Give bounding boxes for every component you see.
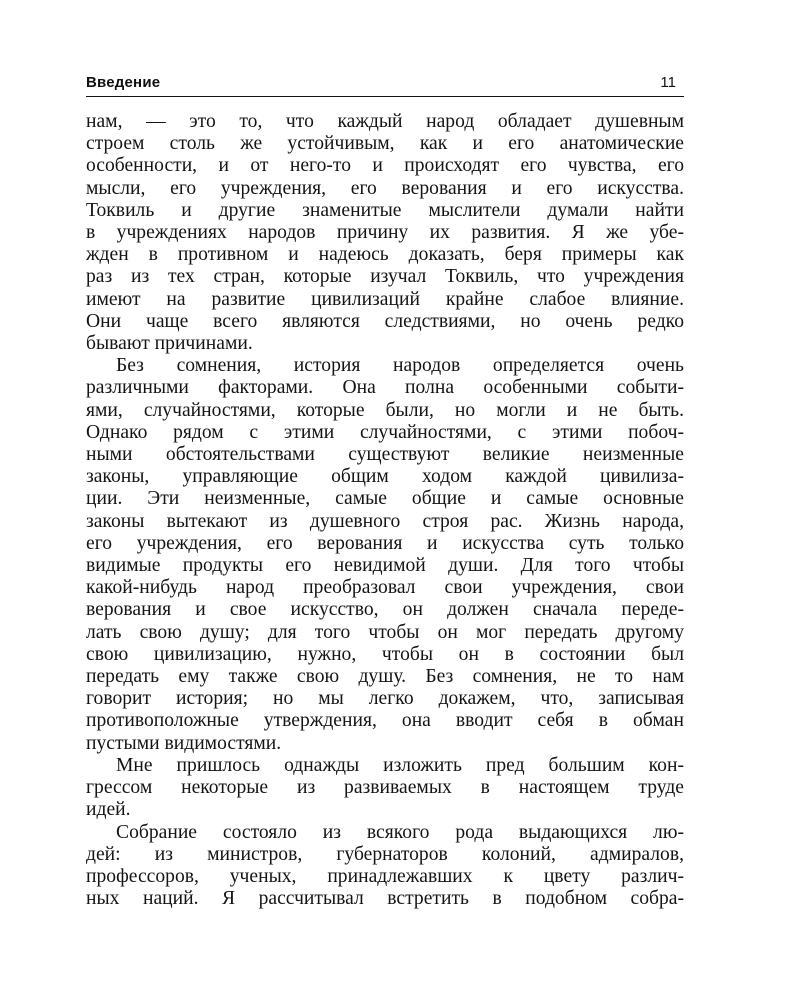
text-line: свою цивилизацию, нужно, чтобы он в состоянии был [86,643,684,665]
text-line: говорит история; но мы легко докажем, что, записывая [86,688,684,710]
text-line: Мне пришлось однажды изложить пред большим кон- [116,754,684,776]
text-line: имеют на развитие цивилизаций крайне слабое влияние. [86,288,684,310]
text-line: какой-нибудь народ преобразовал свои учреждения, свои [86,577,684,599]
text-line: верования и свое искусство, он должен сначала переде- [86,599,684,621]
paragraph [86,355,684,755]
text-line: его учреждения, его верования и искусства суть только [86,532,684,554]
text-line: видимые продукты его невидимой души. Для того чтобы [86,555,684,577]
paragraph [86,111,684,355]
text-line: идей. [86,799,131,821]
text-line: раз из тех стран, которые изучал Токвиль, что учреждения [86,266,684,288]
text-line: нам, — это то, что каждый народ обладает душевным [86,111,684,132]
text-line: передать ему также свою душу. Без сомнения, не то нам [86,666,684,688]
text-line: строем столь же устойчивым, как и его анатомические [86,133,684,155]
text-line: Однако рядом с этими случайностями, с этими побоч- [86,421,684,443]
section-title: Введение [86,74,161,91]
text-line: профессоров, ученых, принадлежавших к цвету различ- [86,865,684,887]
text-line: ции. Эти неизменные, самые общие и самые основные [86,488,684,510]
text-line: дей: из министров, губернаторов колоний, адмиралов, [86,843,684,865]
text-line: особенности, и от него-то и происходят его чувства, его [86,155,684,177]
text-line: Они чаще всего являются следствиями, но очень редко [86,310,684,332]
running-head [86,74,684,97]
text-line: жден в противном и надеюсь доказать, беря примеры как [86,244,684,266]
text-line: пустыми видимостями. [86,732,282,754]
text-line: Собрание состояло из всякого рода выдающихся лю- [116,821,684,843]
book-page [86,74,684,910]
text-line: законы вытекают из душевного строя рас. Жизнь народа, [86,510,684,532]
text-line: ных наций. Я рассчитывал встретить в подобном собра- [86,888,684,910]
text-line: в учреждениях народов причину их развития. Я же убе- [86,222,684,244]
page-number: 11 [660,74,676,91]
paragraph [86,822,684,911]
text-line: ными обстоятельствами существуют великие неизменные [86,444,684,466]
paragraph [86,755,684,822]
text-body [86,111,684,910]
text-line: лать свою душу; для того чтобы он мог передать другому [86,621,684,643]
text-line: Токвиль и другие знаменитые мыслители думали найти [86,199,684,221]
text-line: мысли, его учреждения, его верования и его искусства. [86,177,684,199]
text-line: Без сомнения, история народов определяется очень [116,355,684,377]
text-line: различными факторами. Она полна особенными событи- [86,377,684,399]
text-line: грессом некоторые из развиваемых в настоящем труде [86,777,684,799]
text-line: законы, управляющие общим ходом каждой цивилиза- [86,466,684,488]
text-line: противоположные утверждения, она вводит себя в обман [86,710,684,732]
text-line: ями, случайностями, которые были, но могли и не быть. [86,399,684,421]
text-line: бывают причинами. [86,333,253,355]
